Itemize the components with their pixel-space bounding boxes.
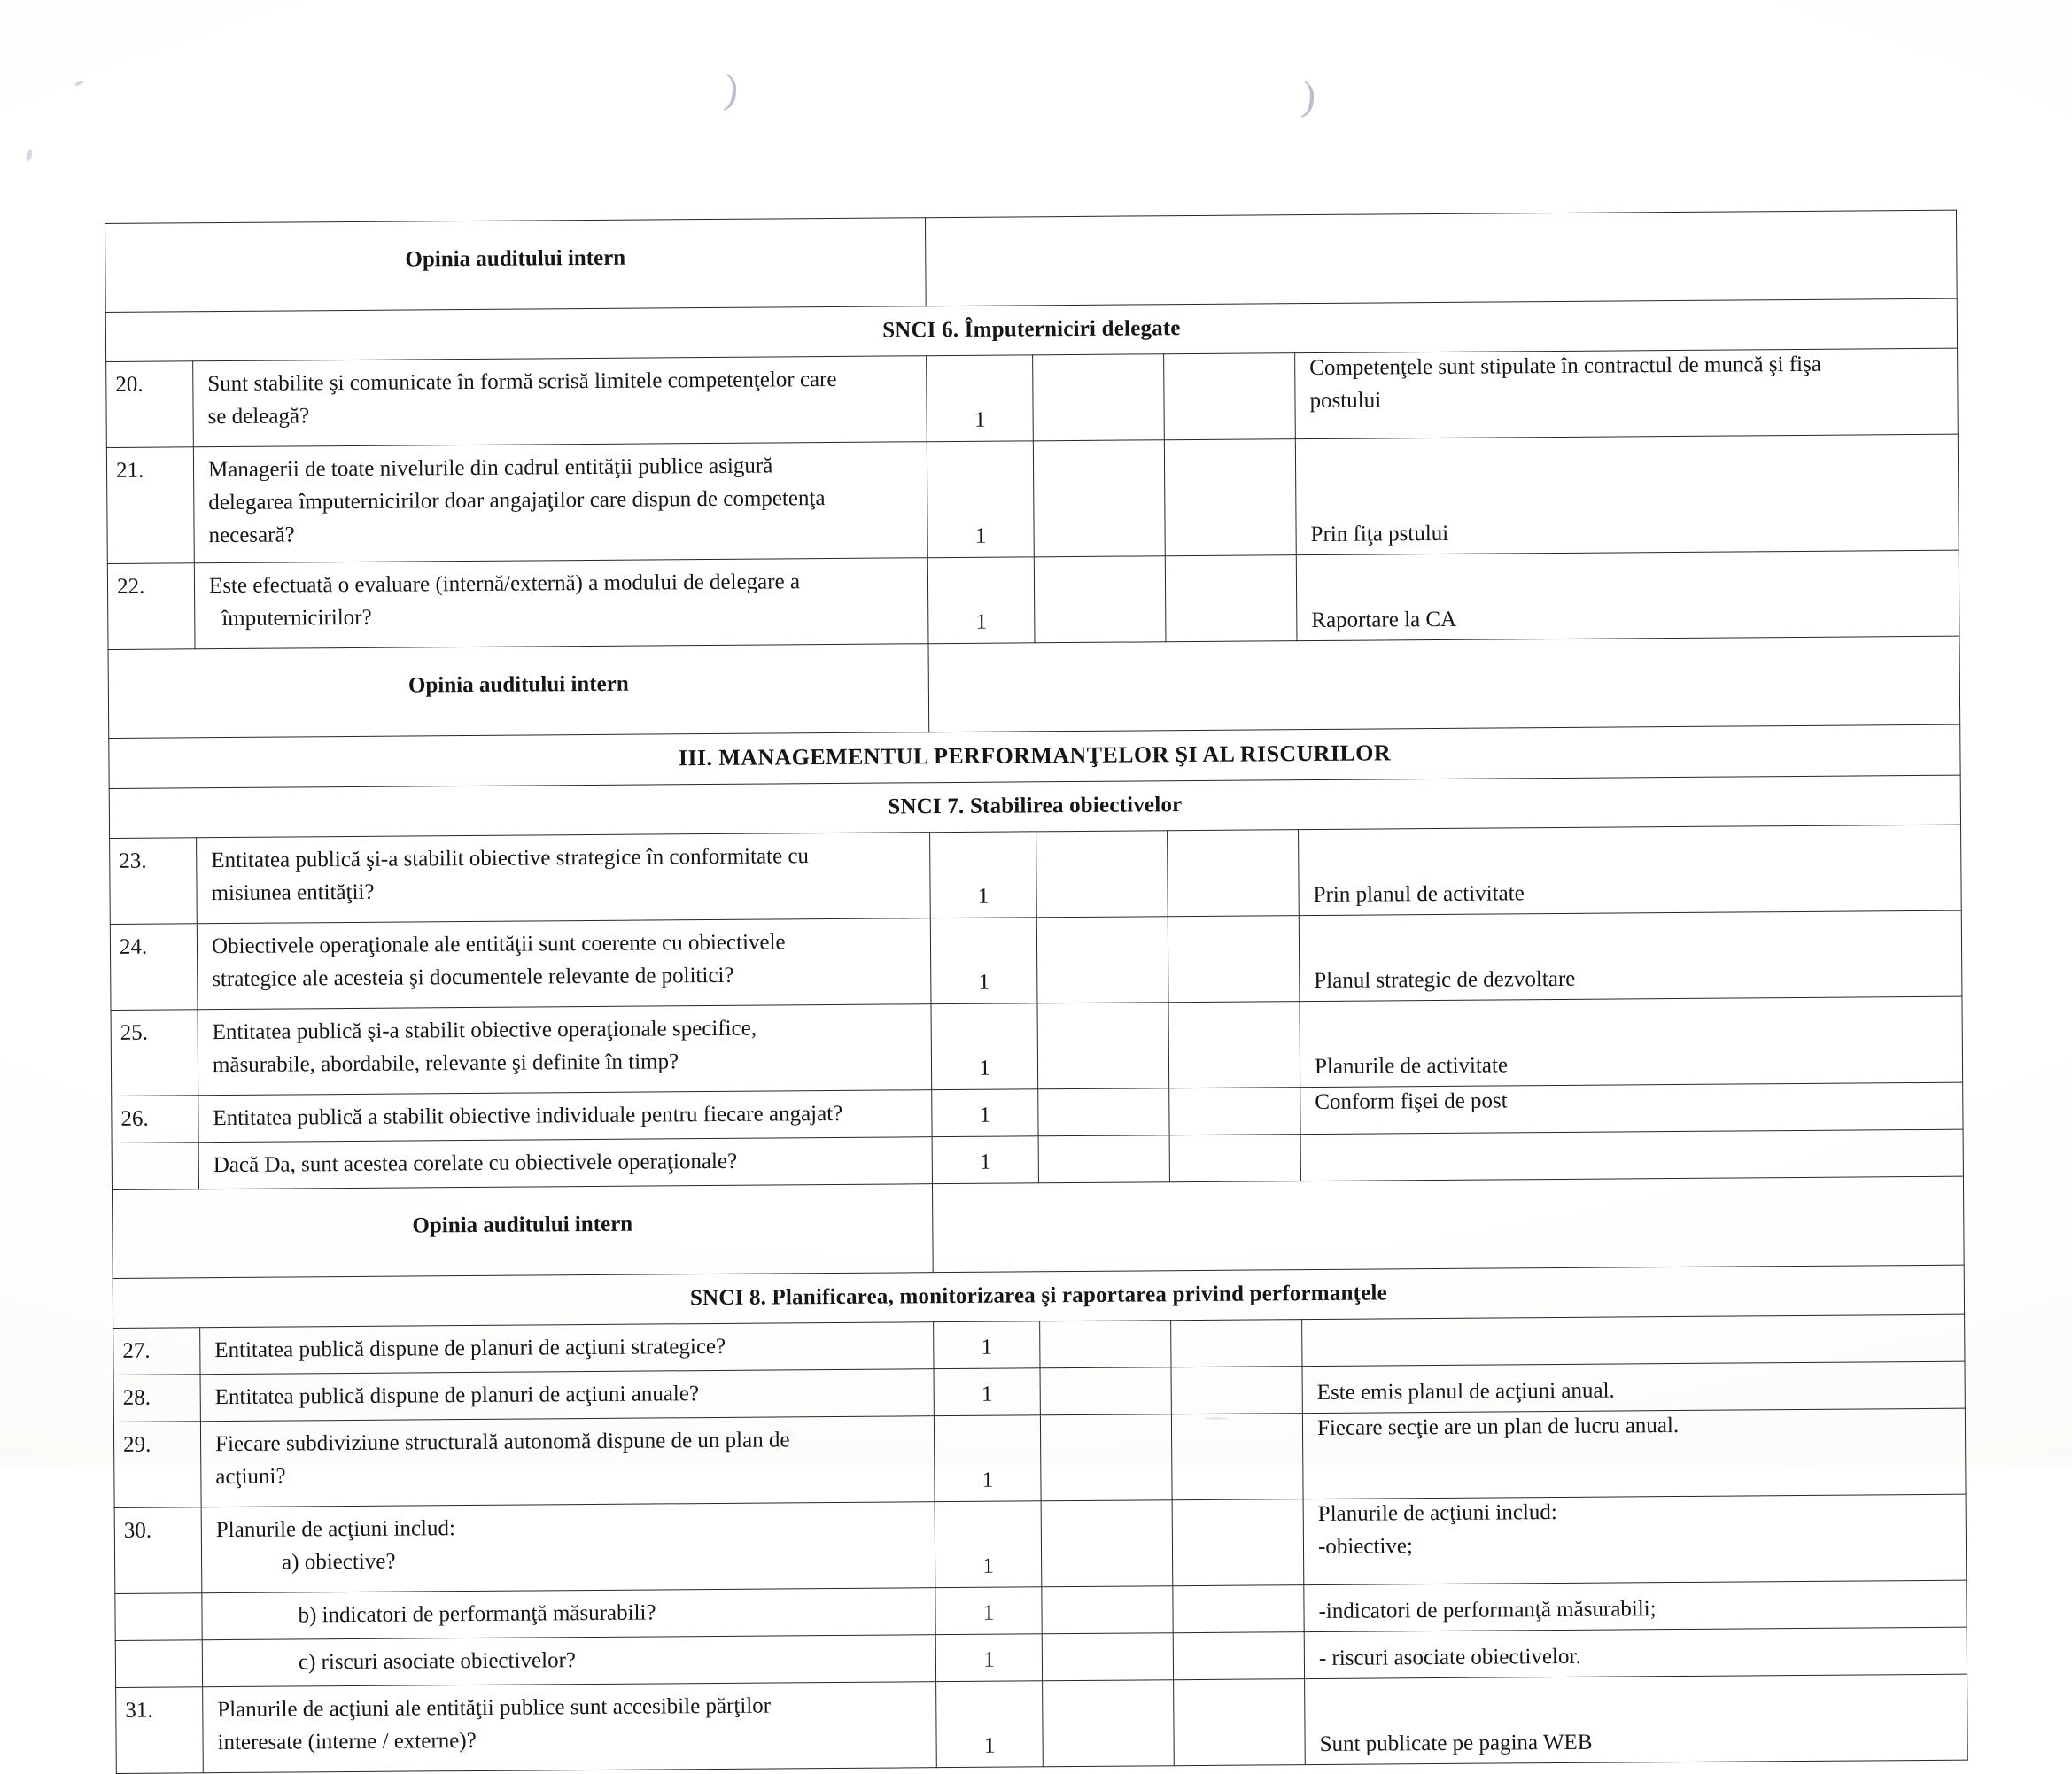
row-comment-cell[interactable] <box>1299 910 1962 1001</box>
answer-partial-cell[interactable] <box>1168 830 1300 917</box>
answer-mark <box>1165 432 1295 433</box>
answer-mark <box>1166 634 1296 635</box>
question-line: Dacă Da, sunt acestea corelate cu obiectivele operaţionale? <box>213 1150 738 1178</box>
answer-mark <box>1035 549 1165 550</box>
question-line: Planurile de acţiuni ale entităţii publice sunt accesibile părţilor <box>217 1693 772 1723</box>
answer-partial-cell[interactable] <box>1173 1632 1304 1680</box>
comment-line: postului <box>1309 388 1382 414</box>
row-question <box>201 1369 934 1421</box>
answer-mark <box>1170 1127 1300 1128</box>
question-line: strategice ale acesteia şi documentele relevante de politici? <box>212 964 734 992</box>
row-comment: Prin fiţa pstului <box>1310 521 1449 547</box>
answer-nu-cell[interactable] <box>1041 1500 1173 1587</box>
opinion-blank-cell[interactable] <box>928 636 1960 732</box>
answer-mark: 1 <box>983 1733 996 1759</box>
answer-da-cell[interactable] <box>935 1587 1042 1635</box>
row-question-cell <box>198 1090 932 1143</box>
answer-da-cell[interactable] <box>935 1501 1042 1588</box>
opinion-row <box>105 210 1958 312</box>
question-line: Entitatea publică şi-a stabilit obiective strategice în conformitate cu <box>211 844 810 873</box>
row-number: 20. <box>115 372 144 397</box>
row-number-cell <box>113 1375 200 1422</box>
row-question-cell <box>203 1682 937 1773</box>
answer-nu-cell[interactable] <box>1033 354 1165 441</box>
row-comment-cell[interactable] <box>1304 1580 1967 1631</box>
question-line: Entitatea publică dispune de planuri de acţiuni strategice? <box>214 1335 726 1363</box>
table-row <box>114 1494 1967 1593</box>
answer-mark <box>1043 1627 1173 1628</box>
question-line: se deleagă? <box>207 404 310 430</box>
answer-mark: 1 <box>981 1336 993 1360</box>
opinion-label-cell <box>105 218 927 313</box>
comment-line: Competenţele sunt stipulate în contractul de muncă şi fişa <box>1309 352 1821 381</box>
answer-nu-cell[interactable] <box>1034 556 1166 643</box>
answer-mark: 1 <box>975 609 988 634</box>
row-question <box>193 356 927 440</box>
answer-mark: 1 <box>974 407 986 432</box>
row-comment: - riscuri asociate obiectivelor. <box>1318 1645 1581 1671</box>
answer-mark <box>1035 635 1165 636</box>
answer-mark: 1 <box>978 971 990 995</box>
answer-da-cell[interactable] <box>934 1415 1041 1502</box>
answer-mark <box>1172 1406 1302 1407</box>
answer-partial-cell[interactable] <box>1172 1499 1304 1586</box>
answer-partial-cell[interactable] <box>1173 1585 1304 1633</box>
question-line-sub-a: a) obiective? <box>281 1549 396 1575</box>
scan-artifact-mark-left: ) <box>722 66 741 112</box>
opinion-blank-cell[interactable] <box>932 1176 1964 1273</box>
section-title-snci-8: SNCI 8. Planificarea, monitorizarea şi raportarea privind performanţele <box>689 1281 1387 1311</box>
row-question-cell <box>197 833 931 924</box>
answer-da-cell[interactable] <box>930 918 1037 1004</box>
row-comment <box>1309 349 1957 415</box>
answer-mark <box>1042 1580 1172 1581</box>
answer-mark <box>1170 1174 1300 1175</box>
scan-artifact-mark-right: ) <box>1300 73 1319 120</box>
row-comment-cell[interactable] <box>1304 1627 1967 1678</box>
row-question <box>198 1005 932 1089</box>
answer-nu-cell[interactable] <box>1036 917 1168 1003</box>
answer-mark <box>1175 1758 1305 1759</box>
row-number <box>116 1641 202 1672</box>
answer-mark: 1 <box>981 1382 993 1407</box>
row-comment: Raportare la CA <box>1311 607 1457 633</box>
row-question <box>198 919 931 1003</box>
answer-mark <box>1039 1129 1169 1130</box>
answer-mark <box>1037 996 1168 997</box>
row-question-cell <box>194 558 928 649</box>
row-question <box>195 558 928 642</box>
row-number: 29. <box>123 1432 151 1458</box>
row-number-cell <box>111 1010 198 1096</box>
row-number: 27. <box>122 1338 151 1364</box>
table-row <box>110 825 1962 924</box>
opinion-blank-cell[interactable] <box>925 210 1957 306</box>
question-line: Entitatea publică şi-a stabilit obiective operaţionale specifice, <box>212 1016 757 1045</box>
answer-mark <box>1043 1674 1173 1675</box>
row-comment-cell[interactable] <box>1295 434 1959 554</box>
row-comment: Fiecare secţie are un plan de lucru anual. <box>1316 1414 1680 1441</box>
answer-nu-cell[interactable] <box>1043 1680 1175 1767</box>
row-comment-cell[interactable] <box>1296 550 1959 640</box>
row-question-cell <box>200 1322 934 1375</box>
question-line: Fiecare subdiviziune structurală autonomă dispune de un plan de <box>215 1428 790 1457</box>
row-number: 23. <box>119 848 147 874</box>
question-line: Sunt stabilite şi comunicate în formă scrisă limitele competenţelor care <box>207 367 837 397</box>
row-question <box>200 1322 933 1374</box>
row-comment-cell[interactable] <box>1303 1494 1967 1584</box>
row-question-cell <box>198 1004 932 1096</box>
opinion-row <box>108 636 1960 738</box>
row-comment-cell[interactable] <box>1300 1129 1963 1181</box>
row-number: 31. <box>125 1698 153 1724</box>
answer-mark: 1 <box>982 1553 995 1579</box>
answer-da-cell[interactable] <box>934 1321 1040 1369</box>
question-line: misiunea entităţii? <box>211 880 375 906</box>
question-line: Entitatea publică a stabilit obiective individuale pentru fiecare angajat? <box>213 1102 843 1131</box>
row-question <box>194 442 927 559</box>
answer-nu-cell[interactable] <box>1036 831 1168 918</box>
comment-line: Planurile de acţiuni includ: <box>1317 1500 1557 1527</box>
question-line-sub-c: c) riscuri asociate obiectivelor? <box>298 1648 577 1675</box>
question-line: Entitatea publică dispune de planuri de acţiuni anuale? <box>214 1382 700 1410</box>
questionnaire-table-container <box>105 210 1967 1774</box>
row-comment-cell[interactable] <box>1299 825 1962 915</box>
answer-mark <box>1034 433 1164 434</box>
row-question <box>197 833 930 918</box>
table-row <box>111 996 1963 1096</box>
row-number-cell <box>110 838 198 925</box>
answer-da-cell[interactable] <box>927 441 1034 558</box>
row-comment-cell[interactable] <box>1302 1361 1965 1413</box>
row-number-cell <box>114 1507 202 1594</box>
answer-da-cell[interactable] <box>934 1368 1040 1416</box>
row-comment-cell[interactable] <box>1302 1408 1966 1499</box>
opinion-label: Opinia auditului intern <box>405 245 626 272</box>
row-question <box>201 1416 935 1500</box>
answer-mark <box>1166 548 1296 549</box>
row-question <box>198 1090 931 1142</box>
answer-mark: 1 <box>974 523 987 548</box>
answer-mark <box>1044 1760 1174 1761</box>
answer-partial-cell[interactable] <box>1168 916 1300 1003</box>
row-number-cell <box>106 447 194 564</box>
row-number: 21. <box>115 458 144 483</box>
row-number <box>115 1594 201 1625</box>
opinion-label: Opinia auditului intern <box>407 671 629 698</box>
answer-nu-cell[interactable] <box>1042 1633 1173 1681</box>
answer-da-cell[interactable] <box>931 1003 1038 1090</box>
row-comment: Planul strategic de dezvoltare <box>1314 967 1576 994</box>
row-question-cell <box>201 1502 935 1593</box>
row-number-cell <box>106 361 194 448</box>
question-line: necesară? <box>208 523 295 548</box>
answer-mark <box>1041 1408 1171 1409</box>
questionnaire-table <box>105 210 1968 1774</box>
table-row <box>110 910 1962 1010</box>
row-number-cell <box>110 924 198 1011</box>
row-comment-cell[interactable] <box>1295 348 1959 438</box>
section-title-snci-6: SNCI 6. Împuterniciri delegate <box>882 316 1181 343</box>
answer-mark <box>1174 1672 1304 1673</box>
answer-mark: 1 <box>983 1647 995 1673</box>
row-number: 26. <box>120 1106 149 1132</box>
row-question <box>202 1588 935 1639</box>
row-number: 24. <box>119 934 148 960</box>
answer-da-cell[interactable] <box>927 557 1035 644</box>
section-title-snci-7: SNCI 7. Stabilirea obiectivelor <box>888 793 1183 819</box>
answer-mark: 1 <box>979 1104 991 1128</box>
row-number: 25. <box>120 1020 149 1046</box>
answer-mark <box>1037 910 1168 911</box>
row-number: 30. <box>123 1518 152 1544</box>
row-comment: Este emis planul de acţiuni anual. <box>1316 1378 1615 1406</box>
row-question-cell <box>200 1416 935 1507</box>
question-line: Obiectivele operaţionale ale entităţii sunt coerente cu obiectivele <box>211 930 786 959</box>
table-row <box>106 434 1959 563</box>
answer-da-cell[interactable] <box>932 1089 1038 1137</box>
answer-partial-cell[interactable] <box>1164 353 1296 440</box>
row-question-cell <box>200 1369 934 1422</box>
row-comment <box>1318 1495 1966 1561</box>
question-line: interesate (interne / externe)? <box>217 1729 477 1755</box>
row-comment: Sunt publicate pe pagina WEB <box>1319 1731 1593 1757</box>
answer-nu-cell[interactable] <box>1040 1321 1171 1368</box>
row-question <box>203 1635 935 1686</box>
answer-nu-cell[interactable] <box>1033 440 1165 557</box>
row-comment: Prin planul de activitate <box>1313 881 1525 908</box>
row-number: 22. <box>116 574 145 599</box>
question-line: acţiuni? <box>215 1464 286 1490</box>
answer-da-cell[interactable] <box>936 1681 1044 1768</box>
question-line: Managerii de toate nivelurile din cadrul entităţii publice asigură <box>207 453 773 483</box>
row-question-cell <box>198 1137 932 1189</box>
answer-nu-cell[interactable] <box>1038 1088 1169 1136</box>
answer-mark: 1 <box>979 1057 990 1081</box>
answer-partial-cell[interactable] <box>1171 1414 1303 1500</box>
row-number-cell <box>115 1640 202 1688</box>
answer-mark <box>1168 909 1299 910</box>
question-line: Este efectuată o evaluare (internă/externă) a modului de delegare a <box>208 569 801 599</box>
row-question <box>199 1137 932 1189</box>
answer-mark <box>1174 1625 1304 1626</box>
question-line: măsurabile, abordabile, relevante şi definite în timp? <box>212 1050 679 1078</box>
answer-nu-cell[interactable] <box>1040 1367 1171 1415</box>
question-line: Planurile de acţiuni includ: <box>215 1516 455 1543</box>
row-question-cell <box>193 442 927 563</box>
table-row <box>107 550 1959 649</box>
answer-mark: 1 <box>982 1468 994 1493</box>
answer-da-cell[interactable] <box>935 1634 1042 1682</box>
answer-mark <box>1173 1578 1303 1579</box>
row-comment-cell[interactable] <box>1305 1674 1968 1764</box>
answer-mark <box>1173 1492 1303 1493</box>
opinion-label: Opinia auditului intern <box>412 1212 633 1238</box>
answer-partial-cell[interactable] <box>1169 1135 1300 1182</box>
row-comment-cell[interactable] <box>1300 1082 1963 1134</box>
answer-da-cell[interactable] <box>930 832 1037 918</box>
row-number: 28. <box>122 1385 151 1411</box>
answer-mark: 1 <box>977 885 989 910</box>
answer-da-cell[interactable] <box>927 355 1034 442</box>
question-line-sub-b: b) indicatori de performanţă măsurabili? <box>298 1600 656 1628</box>
answer-nu-cell[interactable] <box>1042 1586 1173 1634</box>
answer-mark: 1 <box>982 1600 995 1626</box>
answer-mark <box>1042 1494 1172 1495</box>
answer-nu-cell[interactable] <box>1038 1135 1169 1183</box>
table-row <box>106 348 1959 447</box>
row-number-cell <box>115 1593 202 1641</box>
question-line: delegarea împuternicirilor doar angajaţilor care dispun de competenţa <box>208 486 826 515</box>
chapter-title-iii: III. MANAGEMENTUL PERFORMANŢELOR ŞI AL RISCURILOR <box>678 740 1392 771</box>
questionnaire-body <box>105 210 1968 1774</box>
answer-partial-cell[interactable] <box>1168 1002 1300 1088</box>
row-question <box>203 1682 936 1766</box>
row-comment: Conform fişei de post <box>1315 1088 1508 1115</box>
answer-mark <box>1038 1082 1168 1083</box>
row-question-cell <box>202 1635 935 1687</box>
answer-mark: 1 <box>979 1150 991 1175</box>
row-number <box>113 1143 198 1174</box>
table-row <box>116 1674 1968 1773</box>
comment-line: -obiective; <box>1317 1534 1414 1560</box>
row-number-cell <box>112 1096 198 1143</box>
answer-nu-cell[interactable] <box>1037 1003 1169 1089</box>
row-comment: Planurile de activitate <box>1314 1053 1509 1080</box>
row-number-cell <box>112 1143 198 1190</box>
answer-da-cell[interactable] <box>932 1136 1038 1184</box>
answer-partial-cell[interactable] <box>1164 439 1296 556</box>
row-number-cell <box>116 1687 204 1774</box>
opinion-label-cell <box>108 644 929 739</box>
answer-partial-cell[interactable] <box>1174 1679 1306 1766</box>
row-comment: -indicatori de performanţă măsurabili; <box>1318 1597 1657 1624</box>
row-comment-cell[interactable] <box>1300 996 1963 1087</box>
opinion-row <box>113 1176 1965 1278</box>
answer-nu-cell[interactable] <box>1040 1414 1172 1501</box>
row-question-cell <box>197 918 931 1010</box>
opinion-label-cell <box>113 1184 934 1279</box>
table-row <box>113 1408 1966 1507</box>
answer-mark <box>1039 1176 1169 1177</box>
answer-mark <box>1040 1361 1170 1362</box>
answer-partial-cell[interactable] <box>1165 555 1297 642</box>
answer-partial-cell[interactable] <box>1171 1367 1302 1414</box>
row-number-cell <box>107 563 195 650</box>
row-question-cell <box>193 356 927 447</box>
row-comment-cell[interactable] <box>1302 1314 1965 1366</box>
row-question-cell <box>202 1588 935 1640</box>
answer-partial-cell[interactable] <box>1169 1088 1300 1135</box>
row-question <box>202 1502 935 1586</box>
row-number-cell <box>113 1328 200 1375</box>
question-line: împuternicirilor? <box>221 605 372 631</box>
answer-partial-cell[interactable] <box>1171 1320 1302 1367</box>
